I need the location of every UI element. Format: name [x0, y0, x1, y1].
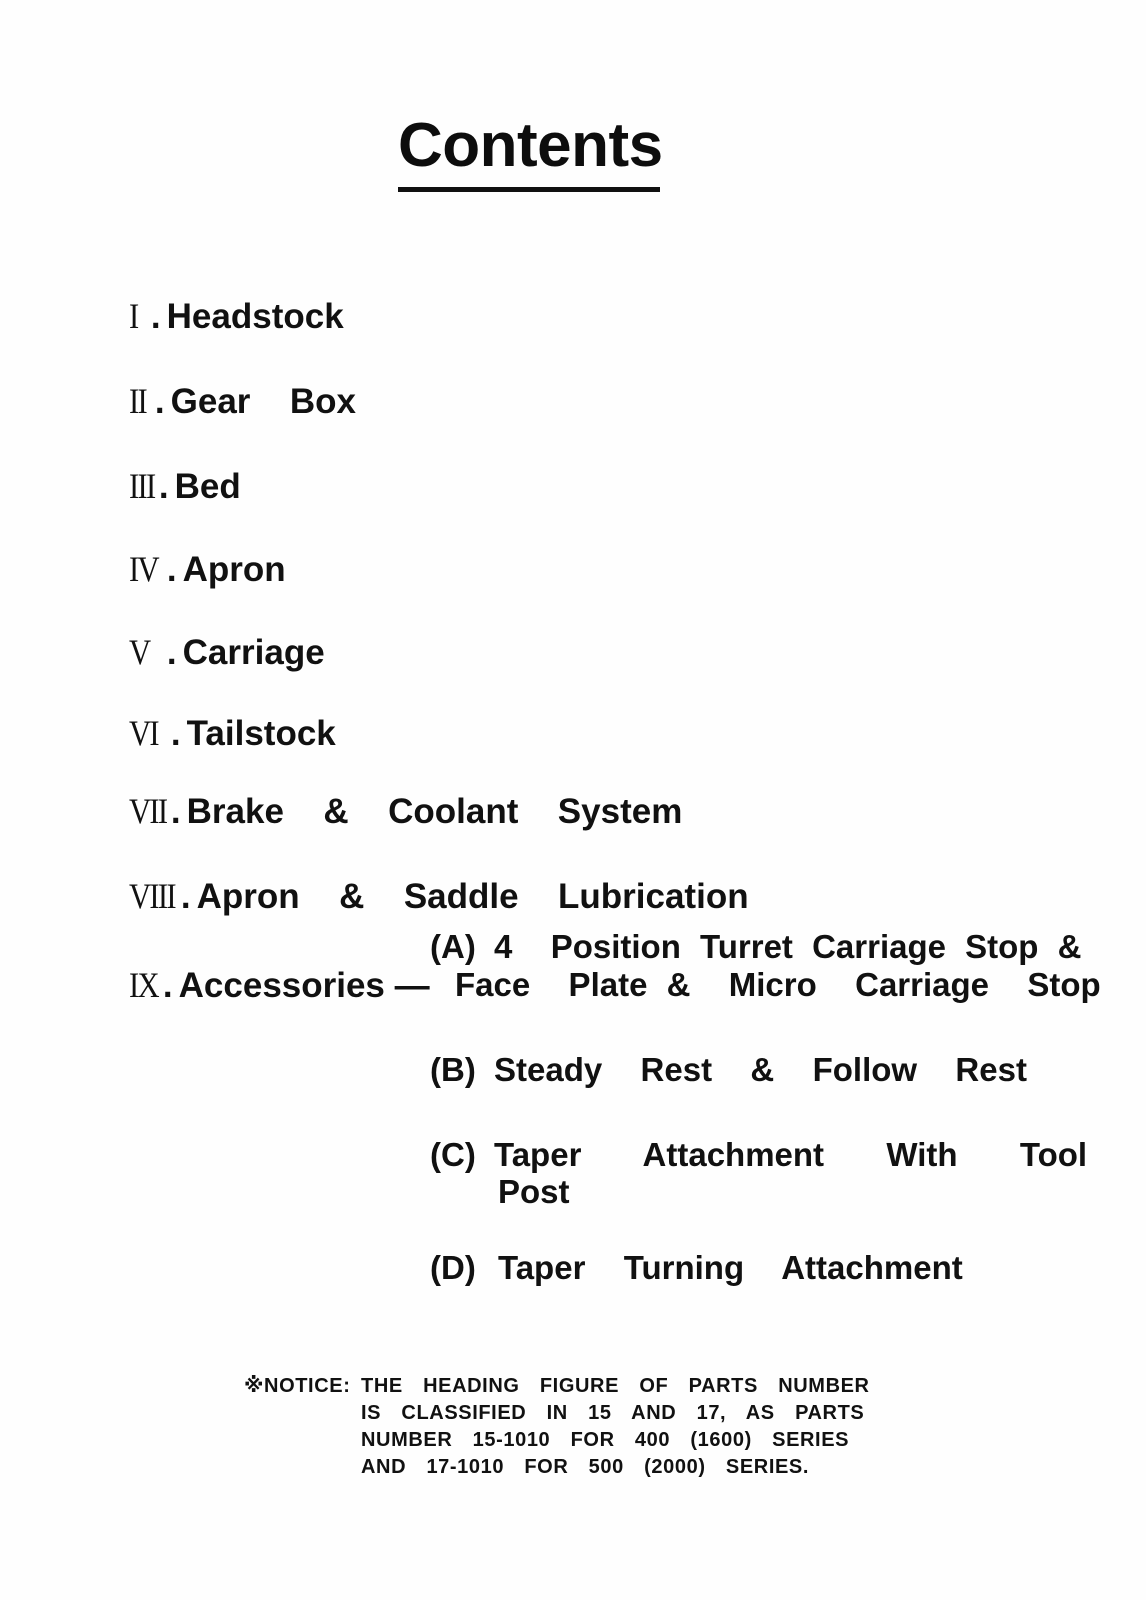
toc-entry-bed: III . Bed: [128, 466, 241, 506]
toc-label: Gear Box: [170, 382, 356, 421]
roman-numeral: IV: [128, 549, 158, 589]
toc-entry-carriage: V . Carriage: [128, 632, 325, 672]
toc-label: Carriage: [182, 633, 325, 672]
accessory-d-marker: (D): [430, 1249, 476, 1286]
page-title: Contents: [398, 111, 663, 180]
toc-entry-tailstock: VI . Tailstock: [128, 713, 336, 753]
accessory-a-marker: (A): [430, 928, 476, 965]
notice-line: NUMBER 15-1010 FOR 400 (1600) SERIES: [361, 1429, 850, 1451]
notice-line: THE HEADING FIGURE OF PARTS NUMBER: [361, 1375, 870, 1397]
toc-label: Apron: [182, 550, 286, 589]
accessory-a-line-1: 4 Position Turret Carriage Stop &: [494, 928, 1082, 965]
roman-numeral: VII: [128, 791, 167, 831]
roman-numeral: VI: [128, 713, 158, 753]
toc-label: Headstock: [166, 297, 344, 336]
roman-numeral: III: [128, 466, 155, 506]
toc-entry-gear-box: II . Gear Box: [128, 381, 356, 421]
toc-label: Apron & Saddle Lubrication: [196, 877, 749, 916]
notice-line: IS CLASSIFIED IN 15 AND 17, AS PARTS: [361, 1402, 865, 1424]
notice-label: ※NOTICE:: [244, 1375, 351, 1397]
roman-numeral: V: [128, 632, 150, 672]
roman-numeral: IX: [128, 965, 158, 1005]
toc-entry-apron: IV . Apron: [128, 549, 286, 589]
accessory-a-line-2: Face Plate & Micro Carriage Stop: [455, 966, 1101, 1003]
toc-entry-headstock: I . Headstock: [128, 296, 344, 336]
title-block: [398, 110, 663, 182]
roman-numeral: II: [128, 381, 146, 421]
accessory-c-line-2: Post: [498, 1173, 570, 1210]
toc-entry-accessories: IX . Accessories —: [128, 965, 430, 1005]
toc-label: Tailstock: [186, 714, 336, 753]
title-underline: [398, 187, 660, 192]
accessory-d-line-1: Taper Turning Attachment: [498, 1249, 963, 1286]
accessory-c-marker: (C): [430, 1136, 476, 1173]
accessory-c-line-1: Taper Attachment With Tool: [494, 1136, 1088, 1173]
toc-label: Brake & Coolant System: [186, 792, 683, 831]
notice-line: AND 17-1010 FOR 500 (2000) SERIES.: [361, 1456, 810, 1478]
roman-numeral: I: [128, 296, 138, 336]
toc-label: Bed: [174, 467, 241, 506]
notice-body: [361, 1373, 870, 1481]
toc-entry-lubrication: VIII . Apron & Saddle Lubrication: [128, 876, 749, 916]
accessory-b-marker: (B): [430, 1051, 476, 1088]
roman-numeral: VIII: [128, 876, 175, 916]
toc-entry-brake-coolant: VII . Brake & Coolant System: [128, 791, 683, 831]
toc-label: Accessories —: [178, 966, 430, 1005]
accessory-b-line-1: Steady Rest & Follow Rest: [494, 1051, 1027, 1088]
